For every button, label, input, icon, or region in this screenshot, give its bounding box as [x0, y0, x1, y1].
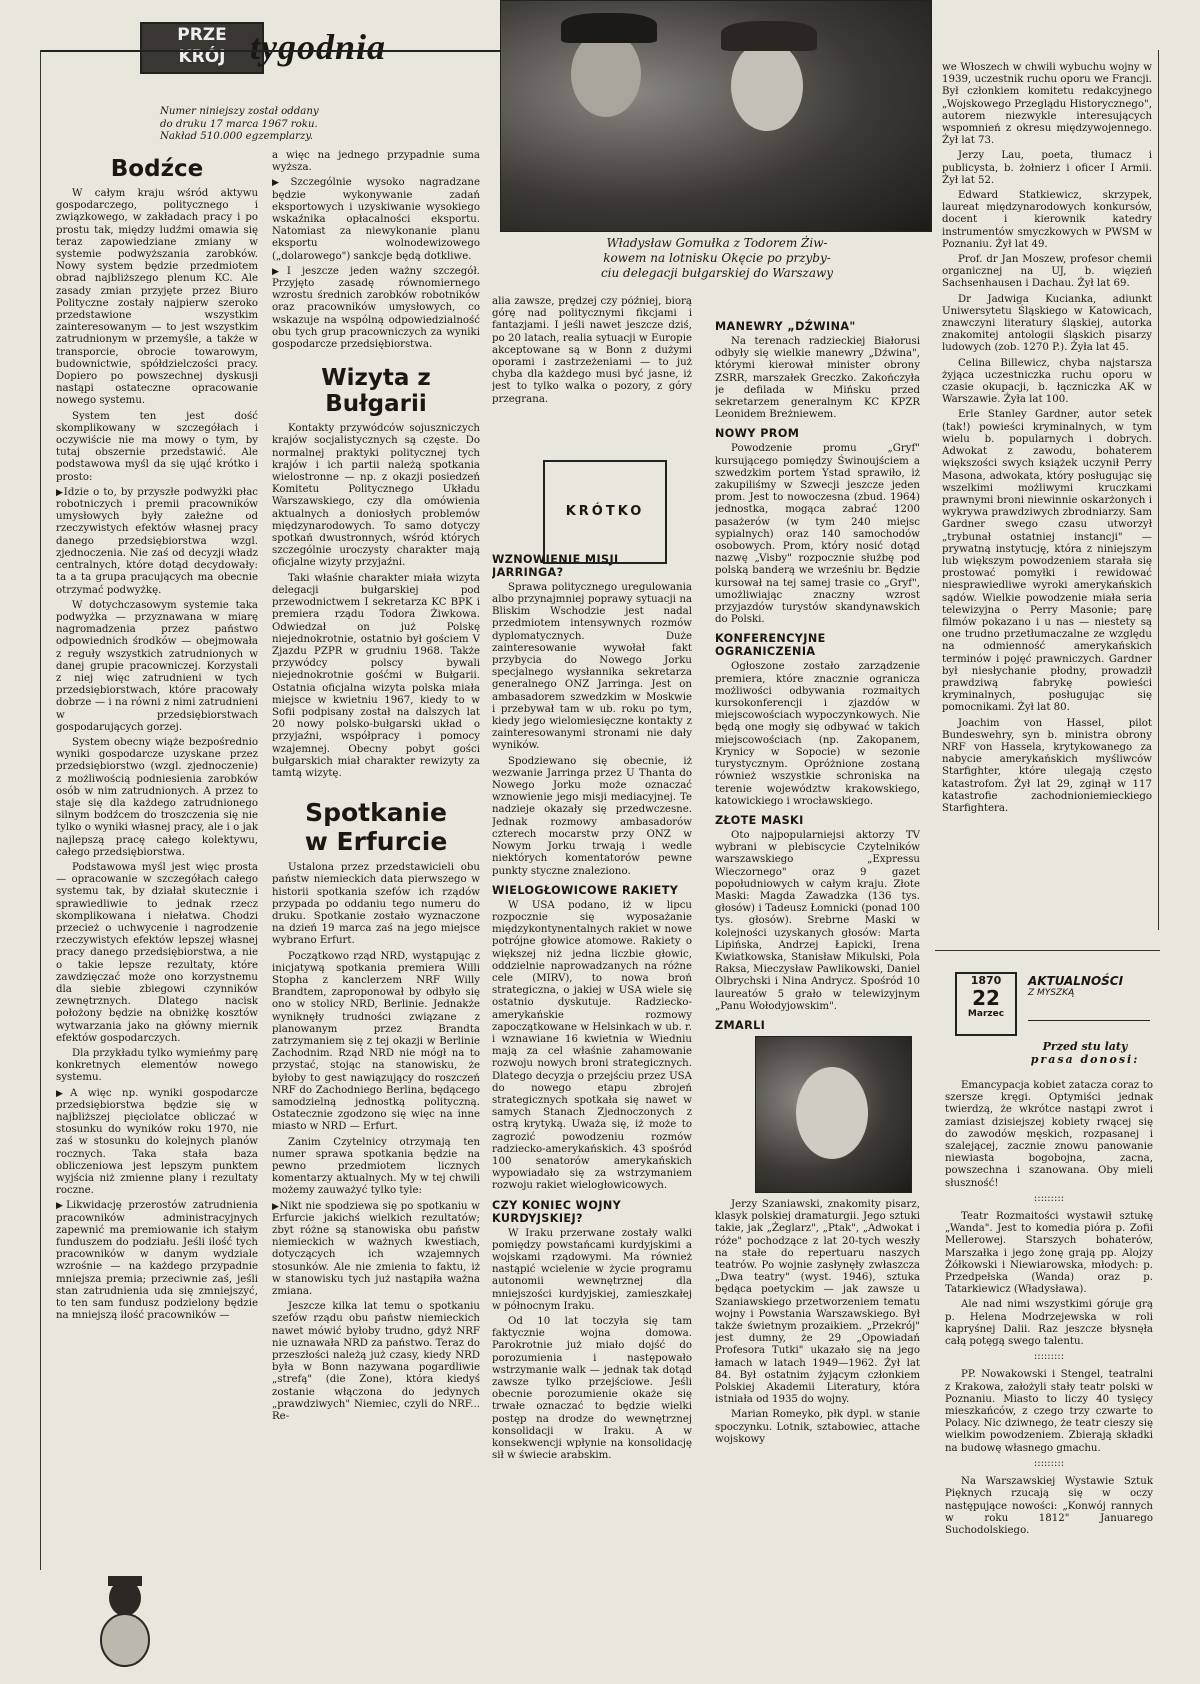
cartoon-figure: [90, 1568, 160, 1668]
headline-kurdowie: CZY KONIEC WOJNY KURDYJSKIEJ?: [492, 1198, 622, 1225]
column-2: a więc na jednego przypadnie suma wyższa. ▶ Szczególnie wysoko nagradzane będzie wykonywanie zadań eksportowych i uzyskiwanie wysokiego wskaźnika opłacalności eksportu. Natomiast za niewykonanie planu eksportu wolnodewizowego („dolarowego") sankcje będą dotkliwe. ▶ I jeszcze jeden ważny szczegół. Przyjęto zasadę równomiernego wzrostu średnich zarobków robotników oraz pracowników umysłowych, co wskazuje na wspólną odpowiedzialność obu tych grup pracowniczych za wyniki gospodarcze przedsiębiorstwa. Wizyta z Bułgarii Kontakty przywódców sojuszniczych krajów socjalistycznych są częste. Do normalnej praktyki politycznej tych krajów i ich partii należą spotkania wielostronne — np. z okazji posiedzeń Komitetu Politycznego Układu Warszawskiego, czy dla omówienia aktualnych a doniosłych problemów międzynarodowych. To samo dotyczy spotkań dwustronnych, wśród których szczególnie uroczysty charakter mają oficjalne wizyty przyjaźni. Taki właśnie charakter miała wizyta delegacji bułgarskiej pod przewodnictwem I sekretarza KC BPK i premiera rządu Todora Żiwkowa. Odwiedzał on już Polskę niejednokrotnie, ostatnio był gościem V Zjazdu PZPR w grudniu 1968. Także przywódcy polscy bywali niejednokrotnie gośćmi w Bułgarii. Ostatnia oficjalna wizyta polska miała miejsce w kwietniu 1967, kiedy to w Sofii podpisany został na dalszych lat 20 nowy polsko-bułgarski układ o przyjaźni, współpracy i pomocy wzajemnej. Obecny pobyt gości bułgarskich miał charakter rewizyty za tamtą wizytę. Spotkanie w Erfurcie Ustalona przez przedstawicieli obu państw niemieckich data pierwszego w historii spotkania szefów ich rządów przypada po oddaniu tego numeru do druku. Spotkanie zostało wyznaczone na dzień 19 marca zaś na jego miejsce wybrano Erfurt. Początkowo rząd NRD, wystąpując z inicjatywą spotkania premiera Willi Stopha z kanclerzem NRF Willy Brandtem, zaproponował by odbyło się ono w stolicy NRD, Berlinie. Jednakże wyniknęły trudności związane z planowanym przez Brandta zatrzymaniem się z tej okazji w Berlinie Zachodnim. Rząd NRD nie mógł na to przystać, stojąc na stanowisku, że byłoby to gest nawiązujący do roszczeń NRF do Zachodniego Berlina, będącego samodzielną jednostką polityczną. Ostatecznie zgodzono się więc na inne miasto w NRD — Erfurt. Zanim Czytelnicy otrzymają ten numer sprawa spotkania będzie na pewno przedmiotem licznych komentarzy aktualnych. My w tej chwili możemy zauważyć tylko tyle: ▶ Nikt nie spodziewa się po spotkaniu w Erfurcie jakichś wielkich rezultatów; zbyt różne są stanowiska obu państw niemieckich w ważnych kwestiach, dotyczących ich wzajemnych stosunków. Ale nie zmienia to faktu, iż w stanowisku tych już nastąpiła ważna zmiana. Jeszcze kilka lat temu o spotkaniu szefów rządu obu państw niemieckich nawet mówić byłoby trudno, gdyż NRF nie uznawała NRD za państwo. Teraz do przeszłości należą już czasy, kiedy NRD była w Bonn nazywana pogardliwie „strefą" (die Zone), która kiedyś zostanie włączona do jedynych „prawdziwych" Niemiec, czyli do NRF... Re-: [272, 150, 480, 1570]
photo-hat-left: [561, 13, 657, 43]
divider-aktualnosci: [935, 950, 1160, 951]
headline-spotkanie-2: w Erfurcie: [304, 827, 448, 857]
headline-wznowienie: WZNOWIENIE MISJI JARRINGA?: [492, 552, 619, 579]
headline-konferencyjne: KONFERENCYJNE OGRANICZENIA: [715, 632, 826, 659]
krotko-box: KRÓTKO: [543, 460, 667, 564]
masthead-subtitle: tygodnia: [250, 27, 387, 67]
headline-spotkanie: Spotkanie: [305, 798, 447, 828]
headline-manewry: MANEWRY „DŹWINA": [715, 320, 856, 333]
masthead-title-bottom: KRÓJ: [178, 47, 226, 67]
top-rule: [40, 50, 500, 52]
masthead-logo: [140, 22, 264, 74]
photo-caption: Władysław Gomułka z Todorem Żiw- kowem na lotnisku Okęcie po przyby- ciu delegacji bułgarskiej do Warszawy: [600, 236, 834, 280]
headline-bodzce: Bodźce: [110, 156, 204, 182]
calendar-badge: 1870 22 Marzec: [955, 972, 1017, 1036]
aktualnosci-intro: Przed stu laty prasa donosi:: [1030, 1040, 1140, 1066]
aktualnosci-header: AKTUALNOŚCI Z MYSZKĄ: [1028, 974, 1150, 1021]
column-3: alia zawsze, prędzej czy później, biorą górę nad politycznymi fikcjami i fantazjami. I jeśli nawet jeszcze dziś, po 20 latach, realia sytuacji w Europie akceptowane są w Bonn z dużymi oporami i zastrzeżeniami — to już chyba dla każdego musi być jasne, iż jest to tylko walka o pozory, z góry przegrana. WZNOWIENIE MISJI JARRINGA? Sprawa politycznego uregulowania albo przynajmniej poprawy sytuacji na Bliskim Wschodzie jest nadal przedmiotem intensywnych rozmów dyplomatycznych. Duże zainteresowanie wywołał fakt przybycia do Nowego Jorku specjalnego wysłannika sekretarza generalnego ONZ Jarringa. Jest on ambasadorem szwedzkim w Moskwie i przebywał tam w ub. roku po tym, kiedy jego wielomiesięczne kontakty z zainteresowanymi stronami nie dały wyników. Spodziewano się obecnie, iż wezwanie Jarringa przez U Thanta do Nowego Jorku może oznaczać wznowienie jego misji mediacyjnej. Te nadzieje okazały się przedwczesne. Jednak rozmowy ambasadorów czterech mocarstw przy ONZ w Nowym Jorku trwają i wedle niektórych komentatorów pewne punkty styczne znaleziono. WIELOGŁOWICOWE RAKIETY W USA podano, iż w lipcu rozpocznie się wyposażanie międzykontynentalnych rakiet w nowe potrójne głowice atomowe. Rakiety o większej niż jedna liczbie głowic, oddzielnie naprowadzanych na różne cele (MIRV), to nowa broń strategiczna, o jakiej w USA wiele się ostatnio dyskutuje. Radziecko-amerykańskie rozmowy zapoczątkowane w Helsinkach w ub. r. i wznawiane 16 kwietnia w Wiedniu mają za cel właśnie zahamowanie rozwoju nowych broni strategicznych. Dlatego decyzja o przejściu przez USA do nowego etapu zbrojeń strategicznych spotkała się nawet w samych Stanach Zjednoczonych z ostrą krytyką. Uważa się, iż może to zagrozić powodzeniu rozmów radziecko-amerykańskich. 43 spośród 100 senatorów amerykańskich wypowiadało się za wstrzymaniem rozwoju rakiet wielogłowicowych. CZY KONIEC WOJNY KURDYJSKIEJ? W Iraku przerwane zostały walki pomiędzy powstańcami kurdyjskimi a wojskami rządowymi. Ma również nastąpić wcielenie w życie programu autonomii wewnętrznej dla mniejszości kurdyjskiej, zamieszkałej w północnym Iraku. Od 10 lat toczyła się tam faktycznie wojna domowa. Parokrotnie już miało dojść do porozumienia i następowało wstrzymanie walk — jednak tak dotąd zawsze tylko przejściowe. Jeśli obecnie porozumienie okaże się trwałe oznaczać to będzie wielki postęp na drodze do wewnętrznej konsolidacji w Iraku. A w konsekwencji wpłynie na konsolidację sił w świecie arabskim.: [492, 296, 692, 1462]
right-border: [1158, 50, 1159, 930]
left-border: [40, 50, 41, 1570]
headline-zmarli: ZMARLI: [715, 1018, 766, 1032]
photo-face-right: [731, 41, 803, 131]
headline-wizyta: Wizyta z Bułgarii: [321, 365, 431, 418]
column-5-zmarli: we Włoszech w chwili wybuchu wojny w 1939, uczestnik ruchu oporu we Francji. Był członkiem komitetu redakcyjnego „Wojskowego Przeglądu Historycznego", autorem niezwykle interesujących wspomnień z okresu międzywojennego. Żył lat 73. Jerzy Lau, poeta, tłumacz i publicysta, b. żołnierz i oficer I Armii. Żył lat 52. Edward Statkiewicz, skrzypek, laureat międzynarodowych konkursów, docent i kierownik katedry instrumentów smyczkowych w PWSM w Poznaniu. Żył lat 49. Prof. dr Jan Moszew, profesor chemii organicznej na UJ, b. więzień Sachsenhausen i Dachau. Żył lat 69. Dr Jadwiga Kucianka, adiunkt Uniwersytetu Śląskiego w Katowicach, znawczyni literatury śląskiej, autorka znakomitej antologii śląskich pisarzy ludowych (zob. 1270 P.). Żyła lat 45. Celina Billewicz, chyba najstarsza żyjąca uczestniczka ruchu oporu w czasie okupacji, b. łączniczka AK w Warszawie. Żyła lat 100. Erle Stanley Gardner, autor setek (tak!) powieści kryminalnych, w tym wielu b. popularnych i dobrych. Adwokat z zawodu, bohaterem większości swych książek uczynił Perry Masona, adwokata, który posługując się wszelkimi możliwymi kruczkami prawnymi broni niewinnie oskarżonych i wykrywa prawdziwych zbrodniarzy. Sam Gardner swego czasu utworzył „trybunał ostatniej instancji" — prywatną instytucję, która z niniejszym lub większym powodzeniem starała się prostować pomyłki i rewidować niesprawiedliwe wyroki amerykańskich sądów. Wielkie powodzenie miała seria telewizyjna o Perry Masonie; parę filmów pokazano i u nas — niestety są one trudno przetłumaczalne ze względu na odmienność amerykańskich terminów i pojęć prawniczych. Gardner był niesłychanie płodny, prowadził prawdziwą fabrykę powieści kryminalnych, posługując się pomocnikami. Żył lat 80. Joachim von Hassel, pilot Bundeswehry, syn b. ministra obrony NRF von Hassela, krytykowanego za nabycie amerykańskich myśliwców Starfighter, które ulegają często katastrofom. Żył lat 29, zginął w 117 katastrofie zachodnioniemieckiego Starfightera.: [942, 62, 1152, 814]
photo-face-left: [571, 31, 641, 117]
issue-note: Numer niniejszy został oddany do druku 17 marca 1967 roku. Nakład 510.000 egzemplarzy.: [160, 106, 319, 142]
masthead-title-top: PRZE: [177, 25, 227, 45]
photo-face-szaniawski: [796, 1067, 868, 1159]
photo-gomulka-zhivkov: [500, 0, 932, 232]
article-bodzce: Bodźce W całym kraju wśród aktywu gospodarczego, politycznego i związkowego, w zakładach pracy i po prostu tak, między ludźmi omawia się teraz zapowiedziane zmiany w systemie podwyższania zarobków. Nowy system będzie przedmiotem obrad najbliższego plenum KC. Ale zasady zmian przyjęte przez Biuro Polityczne zostały najpierw szeroko przedstawione wszystkim zainteresowanym — to jest wszystkim zatrudnionym w przemyśle, a także w transporcie, obrocie towarowym, budownictwie, spółdzielczości pracy. Dopiero po powszechnej dyskusji nastąpi ostateczne opracowanie nowego systemu. System ten jest dość skomplikowany w szczegółach i oczywiście nie ma mowy o tym, by tutaj obszernie przedstawić. Ale podstawowa myśl da się ująć krótko i prosto: ▶ Idzie o to, by przyszłe podwyżki płac robotniczych i premii pracowników umysłowych były załeżne od rzeczywistych efektów własnej pracy danego przedsiębiorstwa wzgl. zjednoczenia. Nie zaś od decyzji władz centralnych, które dotąd decydowały: ta a ta grupa pracujących ma obecnie otrzymać podwyżkę. W dotychczasowym systemie taka podwyżka — przyznawana w miarę nagromadzenia przez państwo odpowiednich środków — obejmowała z reguły wszystkich zatrudnionych w danej grupie pracowniczej. Korzystali z niej więc zatrudnieni w tych przedsiębiorstwach, które pracowały dobrze — i na równi z nimi zatrudnieni w przedsiębiorstwach gospodarujących gorzej. System obecny wiąże bezpośrednio wyniki gospodarcze uzyskane przez przedsiębiorstwo (wzgl. zjednoczenie) z możliwością podniesienia zarobków osób w nim zatrudnionych. A przez to staje się dla każdego zatrudnionego silnym bodźcem do troszczenia się nie tylko o wyniki własnej pracy, ale i o jak najlepszą pracę całego kolektywu, całego przedsiębiorstwa. Podstawowa myśl jest więc prosta — opracowanie w szczegółach całego systemu tak, by działał skutecznie i sprawiedliwie to jednak rzecz skomplikowana i niełatwa. Chodzi przecież o uchwycenie i nagrodzenie rzeczywistych efektów lepszej własnej pracy danego przedsiębiorstwa, a nie o takie lepsze rezultaty, które zawdzięczać może ono korzystnemu dla siebie zbiegowi czynników zewnętrznych. Dlatego nacisk położony będzie na obniżkę kosztów wytwarzania jako na główny miernik efektów gospodarczych. Dla przykładu tylko wymieńmy parę konkretnych elementów nowego systemu. ▶ A więc np. wyniki gospodarcze przedsiębiorstwa będzie się w najbliższej pięciolatce obliczać w stosunku do wyników roku 1970, nie zaś w stosunku do kolejnych planów rocznych. Taka stała baza obliczeniowa jest lepszym punktem wyjścia niż zmienne plany i rezultaty roczne. ▶ Likwidację przerostów zatrudnienia pracowników administracyjnych zapewnić ma premiowanie ich stałym funduszem do podziału. Jeśli ilość tych pracowników w danym wydziale wzrośnie — na każdego przypadnie mniejsza premia; przeciwnie zaś, jeśli stan zatrudnienia uda się zmniejszyć, to ten sam fundusz podzielony będzie na mniejszą ilość pracowników —: [56, 150, 258, 1580]
column-4: MANEWRY „DŹWINA" Na terenach radzieckiej Białorusi odbyły się wielkie manewry „Dźwina", którymi kierował minister obrony ZSRR, marszałek Greczko. Zakończyła je defilada w Mińsku przed sekretarzem generalnym KC KPZR Leonidem Breżniewem. NOWY PROM Powodzenie promu „Gryf" kursującego pomiędzy Świnoujściem a szwedzkim portem Ystad sprawiło, iż zakupiliśmy w Szwecji jeszcze jeden prom. Jest to nowoczesna (zbud. 1964) jednostka, mogąca zabrać 1200 pasażerów (w tym 240 miejsc sypialnych) oraz 140 samochodów osobowych. Prom, który nosić dotąd nazwę „Visby" rozpocznie służbę pod polską banderą we wrześniu br. Będzie kursował na tej samej trasie co „Gryf", umożliwiając znaczny wzrost przyjazdów turystów skandynawskich do Polski. KONFERENCYJNE OGRANICZENIA Ogłoszone zostało zarządzenie premiera, które znacznie ogranicza możliwości odbywania rozmaitych kursokonferencji i zjazdów w miejscowościach wypoczynkowych. Nie będą one mogły się odbywać w takich miejscowościach (np. Zakopanem, Krynicy w Sopocie) w sezonie turystycznym. Opróżnione zostaną również wszystkie schroniska na terenie województw krakowskiego, katowickiego i wrocławskiego. ZŁOTE MASKI Oto najpopularniejsi aktorzy TV wybrani w plebiscycie Czytelników warszawskiego „Expressu Wieczornego" oraz 9 gazet popołudniowych w całym kraju. Złote Maski: Magda Zawadzka (136 tys. głosów) i Tadeusz Łomnicki (ponad 100 tys. głosów). Srebrne Maski w kolejności uzyskanych głosów: Marta Lipińska, Andrzej Łapicki, Irena Kwiatkowska, Stanisław Mikulski, Pola Raksa, Mieczysław Pawlikowski, Daniel Olbrychski i Nina Andrycz. Spośród 10 laureatów 5 grało w telewizyjnym „Panu Wołodyjowskim". ZMARLI Jerzy Szaniawski, znakomity pisarz, klasyk polskiej dramaturgii. Jego sztuki takie, jak „Żeglarz", „Ptak", „Adwokat i róże" pochodzące z lat 20-tych weszły na stałe do repertuaru naszych teatrów. Po wojnie zasłynęły zwłaszcza „Dwa teatry" (wyst. 1946), sztuka będąca poetyckim — jak zawsze u Szaniawskiego przetworzeniem tematu wojny i Powstania Warszawskiego. Był także świetnym prozaikiem. „Przekrój" jest dumny, że 29 „Opowiadań Profesora Tutki" ukazało się na jego łamach w latach 1949—1962. Żył lat 84. Był ostatnim żyjącym członkiem Polskiej Akademii Literatury, która istniała od 1935 do wojny. Marian Romeyko, płk dypl. w stanie spoczynku. Lotnik, sztabowiec, attache wojskowy: [715, 320, 920, 1445]
headline-wieloglowicowe: WIELOGŁOWICOWE RAKIETY: [492, 883, 679, 897]
headline-prom: NOWY PROM: [715, 427, 800, 441]
photo-hat-right: [721, 21, 817, 51]
column-aktualnosci: Emancypacja kobiet zatacza coraz to szersze kręgi. Optymiści jednak twierdzą, że wkrótce nastąpi zwrot i zamiast dzisiejszej kobiety rwącej się do zawodów męskich, rozpasanej i szalejącej, zacznie znowu panowanie niewiasta bogobojna, zacna, powszechna i szanowana. Oby mieli słuszność! ::::::::: Teatr Rozmaitości wystawił sztukę „Wanda". Jest to komedia pióra p. Zofii Mellerowej. Starszych bohaterów, Marszałka i jego żonę grają pp. Alojzy Żółkowski i Niewiarowska, młodych: p. Przedpełska (Wanda) oraz p. Tatarkiewicz (Władysława). Ale nad nimi wszystkimi góruje grą p. Helena Modrzejewska w roli kapryśnej Dalii. Raz jeszcze błysnęła całą potęgą swego talentu. ::::::::: PP. Nowakowski i Stengel, teatralni z Krakowa, założyli stały teatr polski w Poznaniu. Miasto to liczy 40 tysięcy mieszkańców, z czego trzy czwarte to Polacy. Nic dziwnego, że teatr cieszy się wielkim powodzeniem. Zbierają składki na budowę własnego gmachu. ::::::::: Na Warszawskiej Wystawie Sztuk Pięknych rzucają się w oczy następujące nowości: „Konwój rannych w roku 1812" Januarego Suchodolskiego.: [945, 1080, 1153, 1536]
headline-maski: ZŁOTE MASKI: [715, 813, 804, 827]
photo-szaniawski: [755, 1036, 912, 1193]
